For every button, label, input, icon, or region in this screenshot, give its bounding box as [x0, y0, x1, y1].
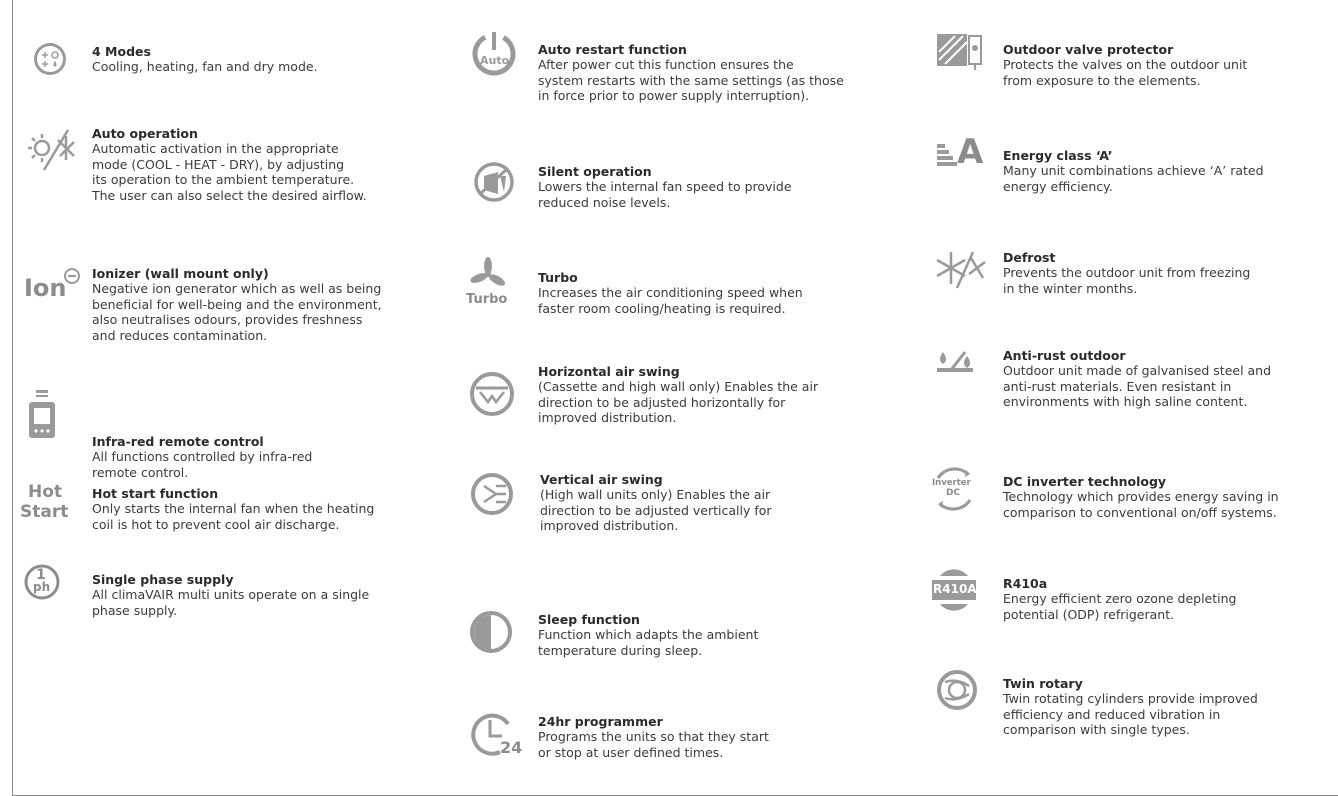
ionizer-icon-label: Ion [24, 274, 67, 302]
defrost-icon [935, 248, 991, 304]
feature-title: Energy class ‘A’ [1003, 148, 1113, 163]
feature-title: Defrost [1003, 250, 1056, 265]
sun-snowflake-icon [24, 126, 80, 182]
single-phase-icon-num: 1 [36, 567, 46, 583]
feature-title: 24hr programmer [538, 714, 663, 729]
valve-protector-icon [935, 30, 991, 86]
inverter-dc-icon [930, 466, 986, 522]
feature-title: Auto restart function [538, 42, 687, 57]
four-modes-icon [24, 42, 80, 98]
single-phase-icon [24, 562, 80, 618]
feature-title: Auto operation [92, 126, 198, 141]
feature-desc: Automatic activation in the appropriate mode (COOL - HEAT - DRY), by adjusting its operation to the ambient temperature. The user can also select the desired airflow. [92, 141, 367, 203]
feature-desc: Cooling, heating, fan and dry mode. [92, 59, 318, 74]
feature-desc: Twin rotating cylinders provide improved efficiency and reduced vibration in comparison with single types. [1003, 691, 1258, 737]
auto-icon-label: Auto [480, 54, 510, 67]
feature-desc: Programs the units so that they start or stop at user defined times. [538, 729, 769, 760]
twin-rotary-icon [935, 670, 991, 726]
hot-start-icon-line2: Start [20, 502, 69, 522]
ionizer-icon [24, 264, 80, 320]
feature-title: Anti-rust outdoor [1003, 348, 1126, 363]
turbo-icon-label: Turbo [466, 292, 508, 307]
feature-desc: (Cassette and high wall only) Enables the air direction to be adjusted horizontally for improved distribution. [538, 379, 819, 425]
silent-icon [470, 160, 526, 216]
feature-title: Twin rotary [1003, 676, 1083, 691]
feature-title: Infra-red remote control [92, 434, 264, 449]
inverter-icon-line2: DC [946, 488, 961, 498]
r410a-icon [930, 566, 986, 622]
feature-title: Silent operation [538, 164, 652, 179]
feature-title: Single phase supply [92, 572, 234, 587]
vertical-swing-icon [470, 460, 526, 516]
feature-title: Sleep function [538, 612, 640, 627]
feature-desc: Outdoor unit made of galvanised steel and anti-rust materials. Even resistant in environments with high saline content. [1003, 363, 1272, 409]
energy-class-icon [935, 132, 991, 194]
hot-start-icon [20, 482, 80, 538]
feature-title: R410a [1003, 576, 1048, 591]
energy-class-icon-label: A [957, 132, 984, 172]
hot-start-icon-line1: Hot [28, 482, 63, 502]
feature-desc: (High wall units only) Enables the air direction to be adjusted vertically for improved distribution. [540, 487, 772, 533]
single-phase-icon-unit: ph [33, 580, 51, 594]
feature-desc: Many unit combinations achieve ‘A’ rated energy efficiency. [1003, 163, 1264, 194]
feature-desc: Protects the valves on the outdoor unit from exposure to the elements. [1003, 57, 1248, 88]
feature-desc: All climaVAIR multi units operate on a single phase supply. [92, 587, 370, 618]
clock-24-icon [470, 710, 526, 766]
horizontal-swing-icon [470, 362, 526, 418]
inverter-icon-line1: Inverter [932, 478, 971, 488]
feature-desc: All functions controlled by infra-red remote control. [92, 449, 313, 480]
programmer-icon-label: 24 [500, 738, 523, 757]
feature-title: Vertical air swing [540, 472, 663, 487]
feature-desc: Prevents the outdoor unit from freezing in the winter months. [1003, 265, 1251, 296]
power-auto-icon [470, 30, 526, 86]
feature-title: Ionizer (wall mount only) [92, 266, 269, 281]
feature-desc: Increases the air conditioning speed when faster room cooling/heating is required. [538, 285, 803, 316]
feature-desc: Only starts the internal fan when the heating coil is hot to prevent cool air discharge. [92, 501, 375, 532]
feature-title: Turbo [538, 270, 578, 285]
remote-control-icon [24, 388, 80, 444]
feature-title: 4 Modes [92, 44, 151, 59]
feature-title: Hot start function [92, 486, 219, 501]
anti-rust-icon [935, 348, 991, 404]
feature-desc: After power cut this function ensures the system restarts with the same settings (as those in force prior to power supply interruption). [538, 57, 844, 103]
feature-title: DC inverter technology [1003, 474, 1167, 489]
half-moon-icon [470, 608, 526, 664]
turbo-fan-icon [466, 254, 522, 310]
feature-desc: Energy efficient zero ozone depleting potential (ODP) refrigerant. [1003, 591, 1237, 622]
feature-desc: Technology which provides energy saving in comparison to conventional on/off systems. [1003, 489, 1279, 520]
feature-desc: Function which adapts the ambient temperature during sleep. [538, 627, 759, 658]
feature-title: Horizontal air swing [538, 364, 680, 379]
r410a-icon-label: R410A [933, 582, 977, 596]
feature-desc: Negative ion generator which as well as being beneficial for well-being and the environment, also neutralises odours, provides freshness and reduces contamination. [92, 281, 382, 343]
feature-desc: Lowers the internal fan speed to provide reduced noise levels. [538, 179, 792, 210]
feature-title: Outdoor valve protector [1003, 42, 1174, 57]
